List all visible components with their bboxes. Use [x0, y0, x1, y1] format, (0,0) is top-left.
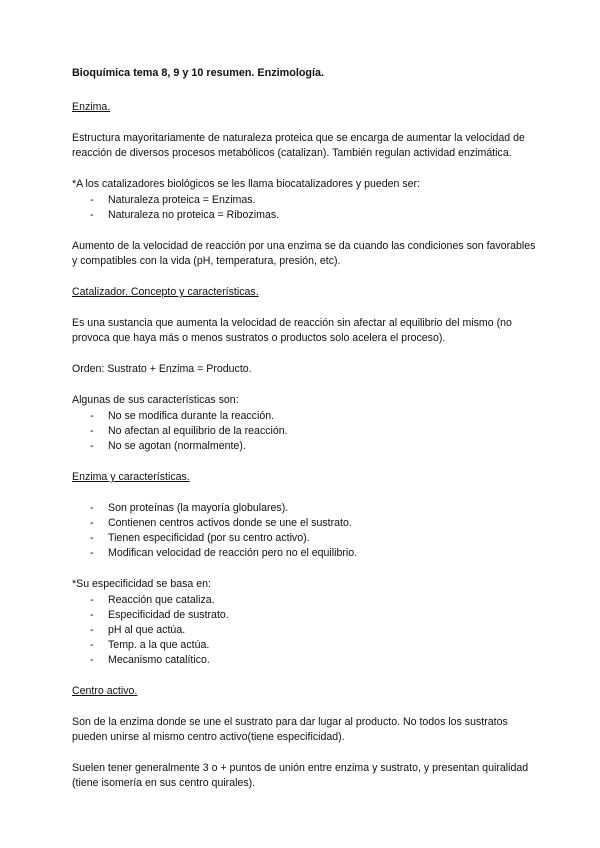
especificidad-list: [72, 593, 542, 668]
list-item-text: Modifican velocidad de reacción pero no el equilibrio.: [108, 547, 358, 559]
section-heading-enzima: Enzima.: [72, 101, 111, 113]
dash-bullet: -: [90, 517, 94, 529]
dash-bullet: -: [90, 624, 94, 636]
list-item: [72, 593, 542, 608]
dash-bullet: -: [90, 440, 94, 452]
section-heading-centro-activo: Centro activo.: [72, 685, 138, 697]
list-item-text: Temp. a la que actúa.: [108, 639, 210, 651]
list-item-text: Mecanismo catalítico.: [108, 654, 210, 666]
list-item: [72, 208, 542, 223]
enzima-paragraph-2: Aumento de la velocidad de reacción por una enzima se da cuando las condiciones son favorables y compatibles con la vida (pH, temperatura, presión, etc).: [72, 240, 536, 267]
list-item: [72, 439, 542, 454]
section-heading-enzima-caracteristicas: Enzima y características.: [72, 471, 190, 483]
list-item-text: Tienen especificidad (por su centro activo).: [108, 532, 310, 544]
dash-bullet: -: [90, 639, 94, 651]
dash-bullet: -: [90, 194, 94, 206]
list-item: [72, 516, 542, 531]
dash-bullet: -: [90, 502, 94, 514]
list-item: [72, 638, 542, 653]
list-item: [72, 623, 542, 638]
list-item: [72, 193, 542, 208]
list-item: [72, 424, 542, 439]
list-item: [72, 608, 542, 623]
list-item: [72, 531, 542, 546]
list-item: [72, 409, 542, 424]
dash-bullet: -: [90, 547, 94, 559]
list-item-text: Naturaleza proteica = Enzimas.: [108, 194, 256, 206]
especificidad-note-intro: *Su especificidad se basa en:: [72, 578, 211, 590]
enzima-list: [72, 193, 542, 223]
list-item-text: No se agotan (normalmente).: [108, 440, 246, 452]
enzima-note-intro: *A los catalizadores biológicos se les llama biocatalizadores y pueden ser:: [72, 178, 421, 190]
dash-bullet: -: [90, 654, 94, 666]
list-item-text: No se modifica durante la reacción.: [108, 410, 275, 422]
list-item-text: Son proteínas (la mayoría globulares).: [108, 502, 289, 514]
list-item: [72, 501, 542, 516]
list-item-text: Especificidad de sustrato.: [108, 609, 229, 621]
dash-bullet: -: [90, 209, 94, 221]
catalizador-list: [72, 409, 542, 454]
dash-bullet: -: [90, 532, 94, 544]
list-item-text: No afectan al equilibrio de la reacción.: [108, 425, 288, 437]
dash-bullet: -: [90, 609, 94, 621]
list-item: [72, 653, 542, 668]
list-item-text: Naturaleza no proteica = Ribozimas.: [108, 209, 280, 221]
document-content: [72, 66, 542, 807]
list-item: [72, 546, 542, 561]
document-title: Bioquímica tema 8, 9 y 10 resumen. Enzimología.: [72, 67, 325, 79]
section-heading-catalizador: Catalizador. Concepto y características.: [72, 286, 259, 298]
list-item-text: Contienen centros activos donde se une el sustrato.: [108, 517, 352, 529]
centro-activo-paragraph-2: Suelen tener generalmente 3 o + puntos de unión entre enzima y sustrato, y presentan quiralidad (tiene isomería en sus centro quirales).: [72, 762, 529, 789]
dash-bullet: -: [90, 410, 94, 422]
list-item-text: pH al que actúa.: [108, 624, 186, 636]
dash-bullet: -: [90, 594, 94, 606]
dash-bullet: -: [90, 425, 94, 437]
list-item-text: Reacción que cataliza.: [108, 594, 215, 606]
centro-activo-paragraph-1: Son de la enzima donde se une el sustrato para dar lugar al producto. No todos los sustratos pueden unirse al mismo centro activo(tiene especificidad).: [72, 716, 508, 743]
enzima-paragraph-1: Estructura mayoritariamente de naturaleza proteica que se encarga de aumentar la velocidad de reacción de diversos procesos metabólicos (catalizan). También regulan actividad enzimática.: [72, 132, 525, 159]
catalizador-paragraph-1: Es una sustancia que aumenta la velocidad de reacción sin afectar al equilibrio del mismo (no provoca que haya más o menos sustratos o productos solo acelera el proceso).: [72, 317, 512, 344]
catalizador-orden: Orden: Sustrato + Enzima = Producto.: [72, 363, 252, 375]
enzima-caracteristicas-list: [72, 501, 542, 561]
catalizador-list-intro: Algunas de sus características son:: [72, 394, 239, 406]
